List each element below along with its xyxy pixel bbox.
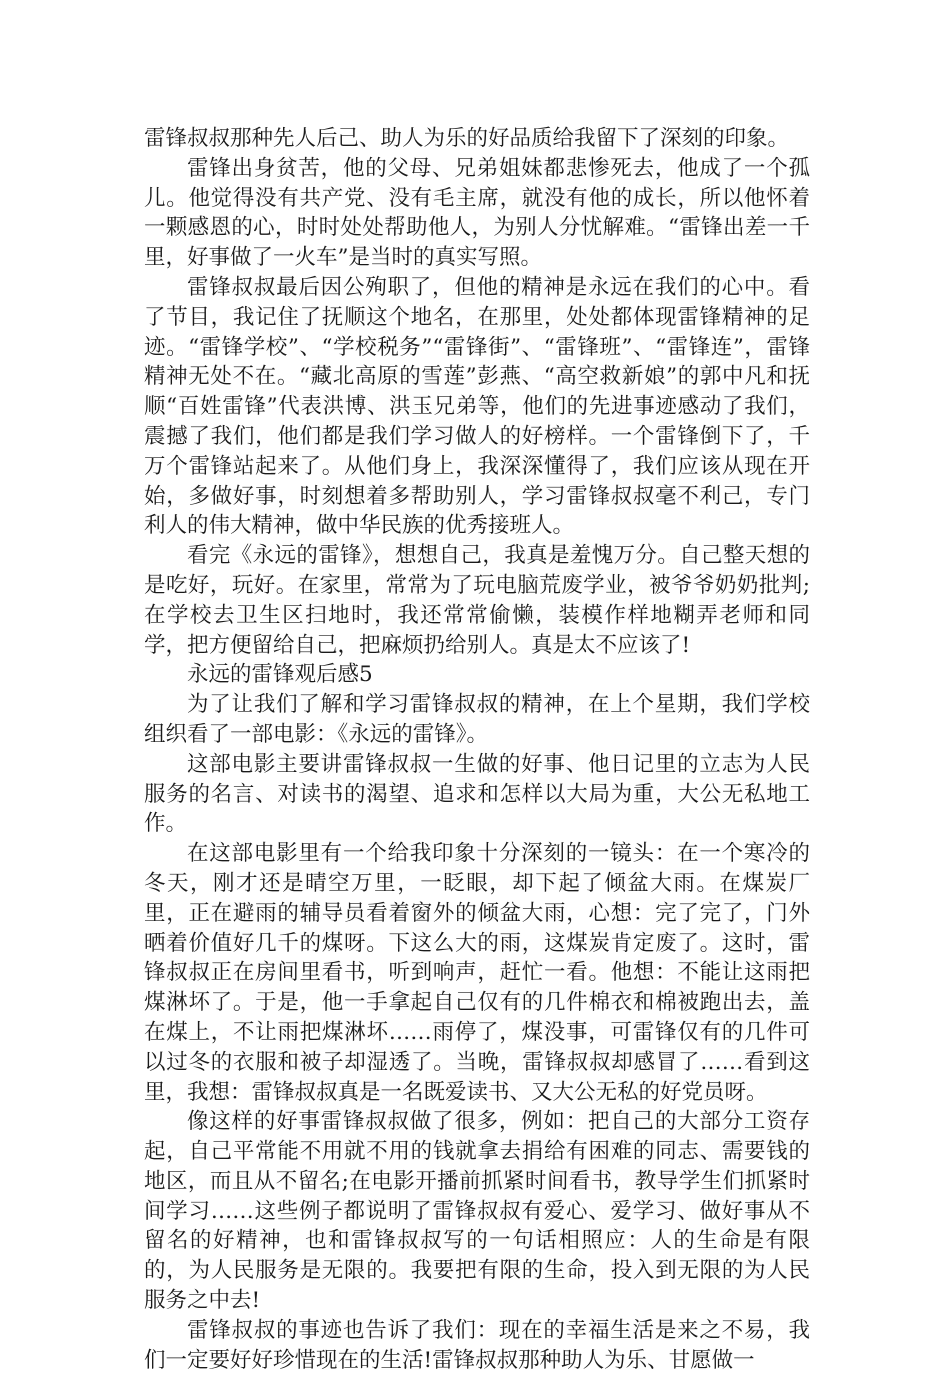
paragraph-1: 雷锋叔叔那种先人后己、助人为乐的好品质给我留下了深刻的印象。 [144, 126, 790, 151]
section-heading: 永远的雷锋观后感5 [187, 662, 373, 688]
paragraph-9: 像这样的好事雷锋叔叔做了很多，例如：把自己的大部分工资存起，自己平常能不用就不用的钱就拿去捐给有困难的同志、需要钱的地区，而且从不留名;在电影开播前抓紧时间看书，教导学生们抓紧时间学习……这些例子都说明了雷锋叔叔有爱心、爱学习、做好事从不留名的好精神，也和雷锋叔叔写的一句话相照应：人的生命是有限的，为人民服务是无限的。我要把有限的生命，投入到无限的为人民服务之中去! [144, 1109, 810, 1314]
paragraph-6: 为了让我们了解和学习雷锋叔叔的精神，在上个星期，我们学校组织看了一部电影：《永远的雷锋》。 [144, 692, 810, 747]
paragraph-4: 看完《永远的雷锋》，想想自己，我真是羞愧万分。自己整天想的是吃好，玩好。在家里，常常为了玩电脑荒废学业，被爷爷奶奶批判;在学校去卫生区扫地时，我还常常偷懒，装模作样地糊弄老师和同学，把方便留给自己，把麻烦扔给别人。真是太不应该了! [144, 543, 810, 658]
paragraph-10: 雷锋叔叔的事迹也告诉了我们：现在的幸福生活是来之不易，我们一定要好好珍惜现在的生活!雷锋叔叔那种助人为乐、甘愿做一 [144, 1317, 810, 1373]
paragraph-7: 这部电影主要讲雷锋叔叔一生做的好事、他日记里的立志为人民服务的名言、对读书的渴望、追求和怎样以大局为重，大公无私地工作。 [144, 751, 810, 837]
paragraph-8: 在这部电影里有一个给我印象十分深刻的一镜头：在一个寒冷的冬天，刚才还是晴空万里，一眨眼，却下起了倾盆大雨。在煤炭厂里，正在避雨的辅导员看着窗外的倾盆大雨，心想：完了完了，门外晒着价值好几千的煤呀。下这么大的雨，这煤炭肯定废了。这时，雷锋叔叔正在房间里看书，听到响声，赶忙一看。他想：不能让这雨把煤淋坏了。于是，他一手拿起自己仅有的几件棉衣和棉被跑出去，盖在煤上，不让雨把煤淋坏……雨停了，煤没事，可雷锋仅有的几件可以过冬的衣服和被子却湿透了。当晚，雷锋叔叔却感冒了……看到这里，我想：雷锋叔叔真是一名既爱读书、又大公无私的好党员呀。 [144, 841, 810, 1105]
paragraph-2: 雷锋出身贫苦，他的父母、兄弟姐妹都悲惨死去，他成了一个孤儿。他觉得没有共产党、没有毛主席，就没有他的成长，所以他怀着一颗感恩的心，时时处处帮助他人，为别人分忧解难。“雷锋出差一千里，好事做了一火车”是当时的真实写照。 [144, 155, 810, 271]
paragraph-3: 雷锋叔叔最后因公殉职了，但他的精神是永远在我们的心中。看了节目，我记住了抚顺这个地名，在那里，处处都体现雷锋精神的足迹。“雷锋学校”、“学校税务”“雷锋街”、“雷锋班”、“雷锋连”，雷锋精神无处不在。“藏北高原的雪莲”彭燕、“高空救新娘”的郭中凡和抚顺“百姓雷锋”代表洪博、洪玉兄弟等，他们的先进事迹感动了我们，震撼了我们，他们都是我们学习做人的好榜样。一个雷锋倒下了，千万个雷锋站起来了。从他们身上，我深深懂得了，我们应该从现在开始，多做好事，时刻想着多帮助别人，学习雷锋叔叔毫不利己，专门利人的伟大精神，做中华民族的优秀接班人。 [144, 274, 810, 539]
document-body [144, 124, 810, 1375]
